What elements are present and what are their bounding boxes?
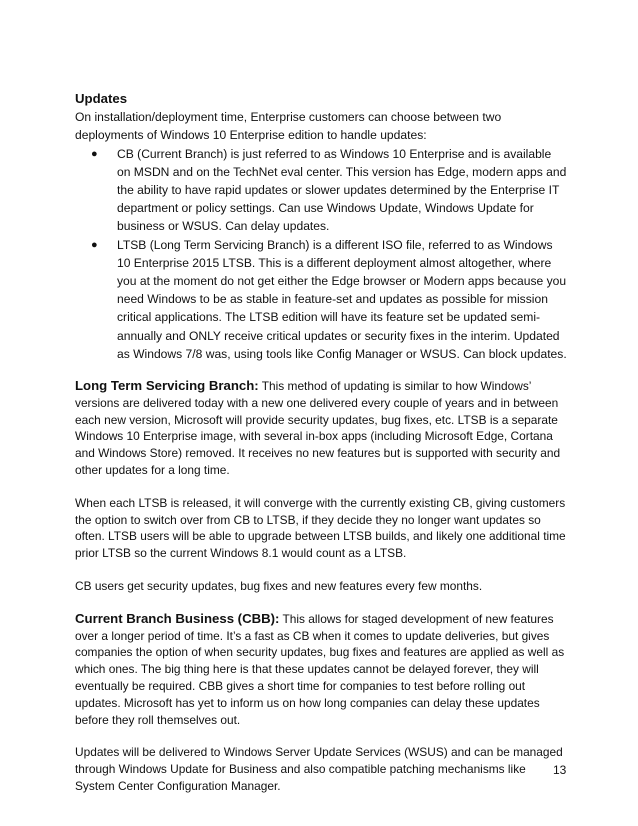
cbb-paragraph-2: Updates will be delivered to Windows Server Update Services (WSUS) and can be managed through Windows Update for Business and also compatible patching mechanisms like System Center Configuration Manager. — [75, 745, 563, 793]
update-options-list — [75, 145, 567, 363]
section-heading-updates: Updates — [75, 91, 128, 106]
list-item-ltsb — [91, 236, 567, 363]
ltsb-paragraph-2: When each LTSB is released, it will converge with the currently existing CB, giving customers the option to switch over from CB to LTSB, if they decide they no longer want updates so often. LTSB users will be able to upgrade between LTSB builds, and likely one additional time prior LTSB so the current Windows 8.1 would count as a LTSB. — [75, 495, 566, 561]
bullet-icon: ● — [91, 147, 98, 160]
ltsb-paragraph — [75, 378, 567, 479]
ltsb-paragraph-3: CB users get security updates, bug fixes and new features every few months. — [75, 579, 483, 594]
list-item-cb — [91, 145, 567, 236]
bullet-icon: ● — [91, 238, 98, 251]
cbb-text: This allows for staged development of new features over a longer period of time. It’s a fast as CB when it comes to update deliveries, but gives companies the option of when security updates, bug fixes and features are applied as well as which ones. The big thing here is that these updates cannot be delayed forever, they will eventually be required. CBB gives a short time for companies to test before rolling out updates. Microsoft has yet to inform us on how long companies can delay these updates before they roll themselves out. — [75, 611, 565, 727]
cbb-heading: Current Branch Business (CBB): — [75, 610, 280, 626]
page-number: 13 — [553, 763, 567, 777]
ltsb-text: This method of updating is similar to how Windows’ versions are delivered today with a new one delivered every couple of years and in between each new version, Microsoft will provide security updates, bug fixes, etc. LTSB is a separate Windows 10 Enterprise image, with several in-box apps (including Microsoft Edge, Cortana and Windows Store) removed. It receives no new features but is supported with security and other updates for a long time. — [75, 379, 561, 478]
ltsb-heading: Long Term Servicing Branch: — [75, 378, 259, 394]
list-item-text: CB (Current Branch) is just referred to as Windows 10 Enterprise and is available on MSDN and on the TechNet eval center. This version has Edge, modern apps and the ability to have rapid updates or slower updates determined by the Enterprise IT department or policy settings. Can use Windows Update, Windows Update for business or WSUS. Can delay updates. — [117, 146, 567, 234]
updates-intro: On installation/deployment time, Enterprise customers can choose between two deployments of Windows 10 Enterprise edition to handle updates: — [75, 110, 502, 143]
cbb-paragraph — [75, 611, 567, 729]
document-page — [75, 90, 567, 795]
list-item-text: LTSB (Long Term Servicing Branch) is a different ISO file, referred to as Windows 10 Enterprise 2015 LTSB. This is a different deployment almost altogether, where you at the moment do not get either the Edge browser or Modern apps because you need Windows to be as stable in feature-set and updates as possible for mission critical applications. The LTSB edition will have its feature set be updated semi-annually and ONLY receive critical updates or security fixes in the interim. Updated as Windows 7/8 was, using tools like Config Manager or WSUS. Can block updates. — [117, 237, 567, 361]
